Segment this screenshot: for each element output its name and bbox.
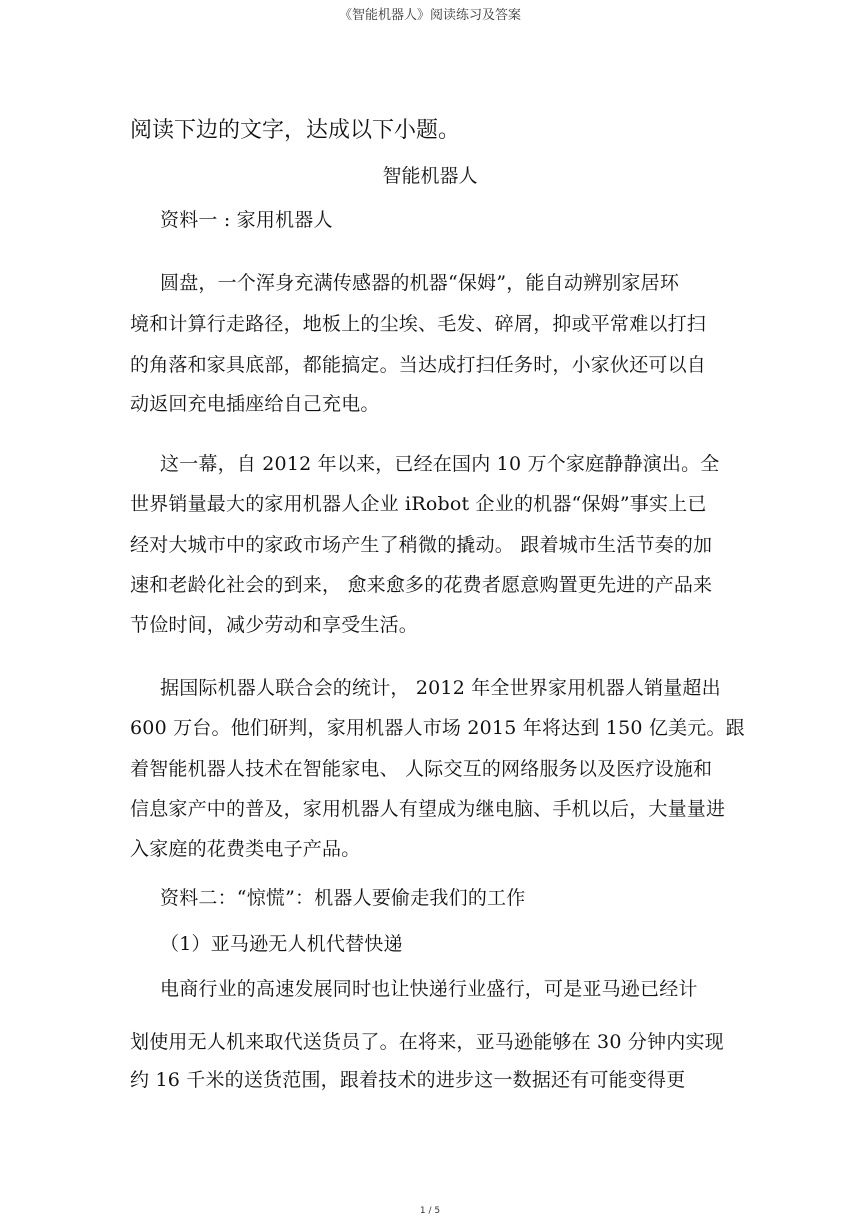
paragraph-line: 这一幕，自 2012 年以来，已经在国内 10 万个家庭静静演出。全 (160, 453, 720, 475)
paragraph-line: 据国际机器人联合会的统计， 2012 年全世界家用机器人销量超出 (160, 677, 721, 699)
paragraph-line: 划使用无人机来取代送货员了。在将来，亚马逊能够在 30 分钟内实现 (130, 1031, 724, 1053)
page-header: 《智能机器人》阅读练习及答案 (338, 8, 521, 23)
article-title: 智能机器人 (382, 165, 478, 187)
paragraph-line: 境和计算行走路径，地板上的尘埃、毛发、碎屑，抑或平常难以打扫 (130, 313, 707, 335)
paragraph-line: 节俭时间，减少劳动和享受生活。 (130, 614, 419, 636)
section-heading-1: 资料一 : 家用机器人 (160, 209, 333, 231)
section-heading-2: 资料二：“惊慌”：机器人要偷走我们的工作 (160, 887, 526, 909)
paragraph-line: 着智能机器人技术在智能家电、 人际交互的网络服务以及医疗设施和 (130, 758, 713, 780)
paragraph-line: 600 万台。他们研判，家用机器人市场 2015 年将达到 150 亿美元。跟 (130, 717, 745, 739)
instruction-text: 阅读下边的文字，达成以下小题。 (130, 118, 461, 143)
paragraph-line: 圆盘，一个浑身充满传感器的机器“保姆”，能自动辨别家居环 (160, 272, 680, 294)
paragraph-line: 信息家产中的普及，家用机器人有望成为继电脑、手机以后，大量量进 (130, 798, 726, 820)
paragraph-line: 经对大城市中的家政市场产生了稍微的撬动。 跟着城市生活节奏的加 (130, 534, 713, 556)
paragraph-line: 动返回充电插座给自己充电。 (130, 393, 380, 415)
paragraph-line: 入家庭的花费类电子产品。 (130, 838, 361, 860)
paragraph-line: 速和老龄化社会的到来， 愈来愈多的花费者愿意购置更先进的产品来 (130, 574, 713, 596)
subsection-heading: （1）亚马逊无人机代替快递 (160, 933, 403, 955)
paragraph-line: 的角落和家具底部，都能搞定。当达成打扫任务时，小家伙还可以自 (130, 354, 707, 376)
paragraph-line: 世界销量最大的家用机器人企业 iRobot 企业的机器“保姆”事实上已 (130, 493, 707, 515)
paragraph-line: 约 16 千米的送货范围，跟着技术的进步这一数据还有可能变得更 (130, 1069, 686, 1091)
paragraph-line: 电商行业的高速发展同时也让快递行业盛行，可是亚马逊已经计 (160, 978, 698, 1000)
page-number: 1 / 5 (419, 1206, 441, 1216)
